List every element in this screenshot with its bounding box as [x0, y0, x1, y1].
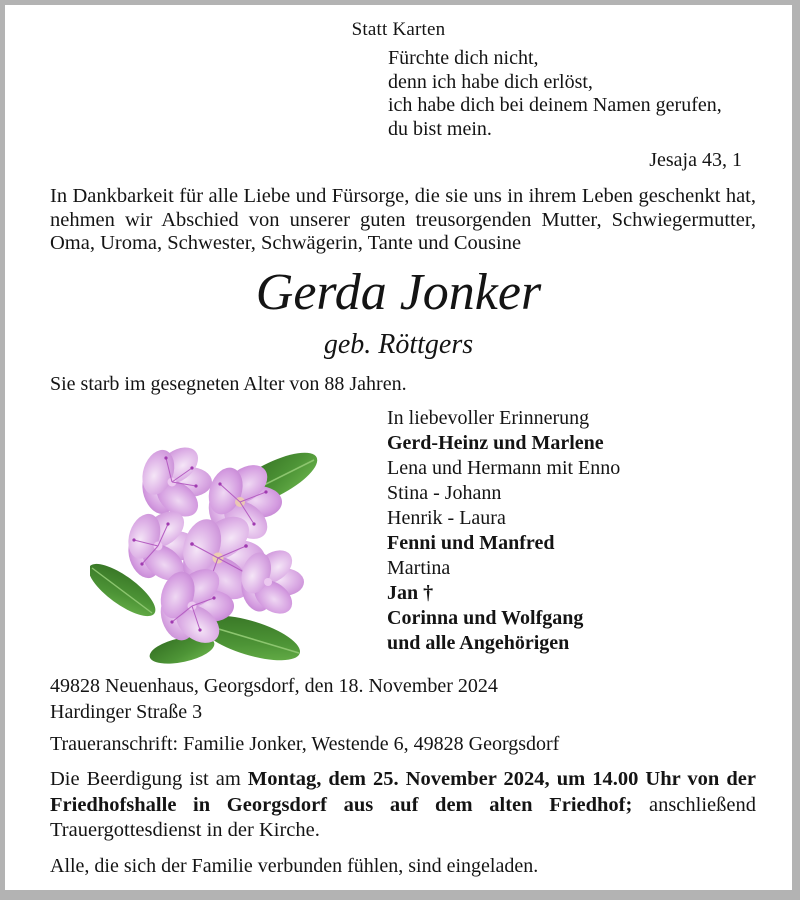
memorial-name-line: und alle Angehörigen: [387, 632, 570, 654]
bible-verse: [388, 47, 722, 141]
memorial-list: [387, 406, 620, 656]
memorial-name-line: Stina - Johann: [387, 482, 502, 504]
rhododendron-flower-icon: [90, 410, 335, 668]
verse-line: Fürchte dich nicht,: [388, 47, 539, 69]
verse-line: du bist mein.: [388, 117, 492, 140]
street-line: Hardinger Straße 3: [50, 701, 203, 723]
invitation-line: Alle, die sich der Familie verbunden fühlen, sind eingeladen.: [50, 855, 539, 877]
memorial-name-line: Jan †: [387, 582, 434, 604]
funeral-suffix: anschließend Trauergottesdienst in der Kirche.: [50, 793, 756, 841]
verse-line: denn ich habe dich erlöst,: [388, 70, 593, 93]
memorial-name-line: Lena und Hermann mit Enno: [387, 457, 621, 479]
funeral-paragraph: [50, 767, 756, 844]
funeral-prefix: Die Beerdigung ist am: [50, 768, 248, 790]
memorial-names: [387, 431, 620, 656]
verse-line: ich habe dich bei deinem Namen gerufen,: [388, 94, 722, 116]
memorial-name-line: Fenni und Manfred: [387, 532, 555, 554]
age-line: Sie starb im gesegneten Alter von 88 Jahren.: [50, 373, 407, 395]
memorial-name-line: Martina: [387, 557, 451, 579]
memorial-name-line: Corinna und Wolfgang: [387, 607, 584, 629]
place-date-line: 49828 Neuenhaus, Georgsdorf, den 18. November 2024: [50, 675, 498, 697]
deceased-name: Gerda Jonker: [255, 264, 542, 321]
mourning-address-line: Traueranschrift: Familie Jonker, Westende 6, 49828 Georgsdorf: [50, 733, 560, 755]
maiden-name: geb. Röttgers: [323, 329, 474, 360]
statt-karten-label: Statt Karten: [351, 19, 446, 40]
funeral-bold-details: Montag, dem 25. November 2024, um 14.00 Uhr von der Friedhofshalle in Georgsdorf aus auf dem alten Friedhof;: [50, 768, 756, 816]
verse-source: Jesaja 43, 1: [649, 149, 742, 171]
obituary-card: [5, 5, 792, 890]
memorial-heading: In liebevoller Erinnerung: [387, 407, 590, 429]
memorial-name-line: Gerd-Heinz und Marlene: [387, 432, 604, 454]
memorial-name-line: Henrik - Laura: [387, 507, 506, 529]
intro-paragraph: In Dankbarkeit für alle Liebe und Fürsorge, die sie uns in ihrem Leben geschenkt hat, nehmen wir Abschied von unserer guten treusorgenden Mutter, Schwiegermutter, Oma, Uroma, Schwester, Schwägerin, Tante und Cousine: [50, 185, 756, 254]
